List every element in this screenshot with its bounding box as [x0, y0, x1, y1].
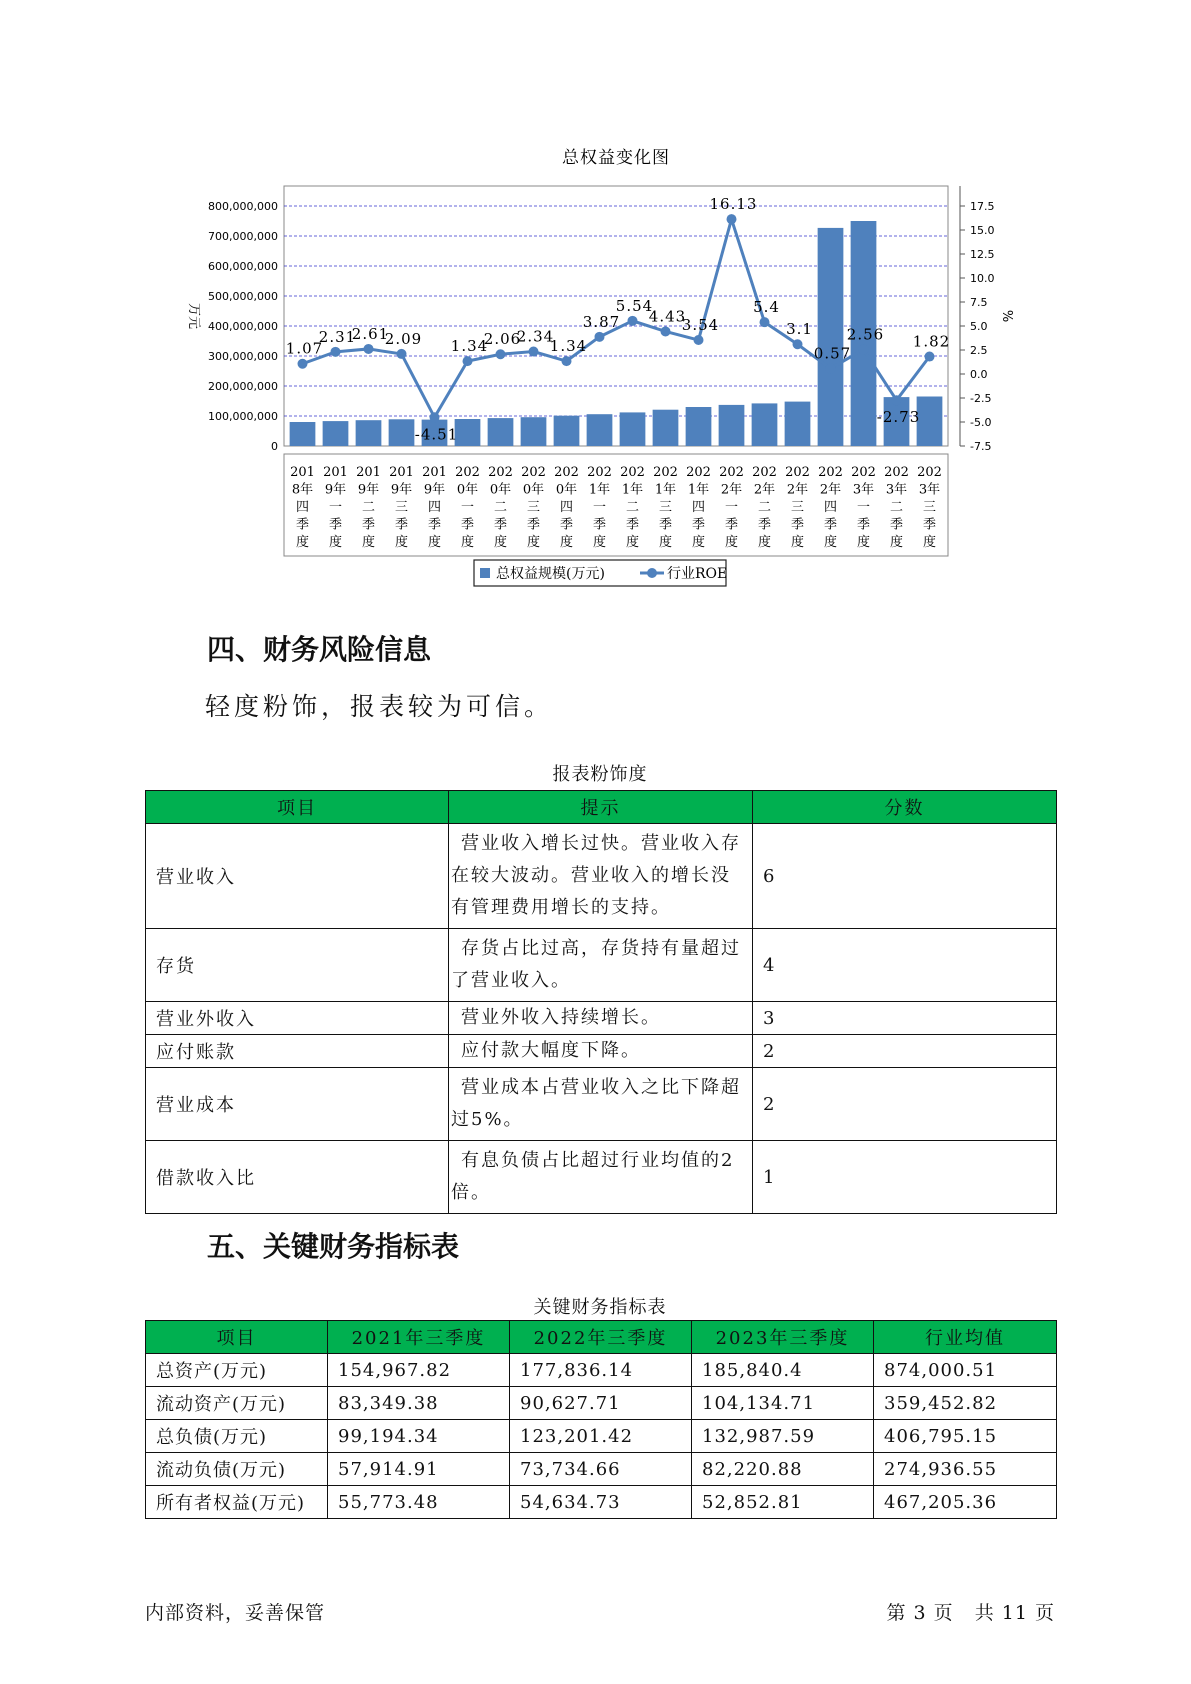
kpi-value: 52,852.81	[692, 1486, 874, 1519]
bar	[290, 422, 316, 446]
left-axis-title: 万元	[186, 302, 201, 330]
legend-line-marker	[647, 568, 657, 578]
roe-point	[661, 326, 671, 336]
roe-data-label: 16.13	[709, 195, 758, 214]
x-tick-label: 三	[658, 500, 673, 515]
x-tick-label: 0年	[489, 482, 512, 498]
risk-item: 营业收入	[146, 824, 449, 929]
x-tick-label: 度	[856, 535, 871, 550]
table-row	[146, 1453, 1057, 1486]
left-tick-label: 100,000,000	[208, 410, 278, 423]
bar	[521, 417, 547, 446]
table-row	[146, 1387, 1057, 1420]
x-tick-label: 8年	[291, 482, 314, 498]
x-tick-label: 1年	[687, 482, 710, 498]
right-tick-label: 15.0	[970, 224, 995, 237]
kpi-value: 82,220.88	[692, 1453, 874, 1486]
table-row	[146, 1420, 1057, 1453]
right-tick-label: 17.5	[970, 200, 995, 213]
roe-point	[562, 356, 572, 366]
x-tick-label: 季	[823, 517, 838, 533]
x-tick-label: 二	[625, 500, 640, 515]
kpi-header-2023q3: 2023年三季度	[692, 1321, 874, 1354]
kpi-value: 467,205.36	[874, 1486, 1057, 1519]
bar	[653, 410, 679, 446]
roe-point	[331, 347, 341, 357]
kpi-value: 123,201.42	[510, 1420, 692, 1453]
x-tick-label: 202	[719, 465, 744, 480]
x-tick-label: 季	[526, 517, 541, 533]
risk-hint: 有息负债占比超过行业均值的2倍。	[449, 1141, 753, 1214]
left-tick-label: 600,000,000	[208, 260, 278, 273]
roe-data-label: 2.09	[384, 329, 423, 348]
table-row	[146, 1354, 1057, 1387]
right-tick-label: 0.0	[970, 368, 988, 381]
x-tick-label: 季	[856, 517, 871, 533]
x-tick-label: 202	[686, 465, 711, 480]
right-tick-label: 2.5	[970, 344, 988, 357]
kpi-item: 流动负债(万元)	[146, 1453, 328, 1486]
x-tick-label: 1年	[654, 482, 677, 498]
x-tick-label: 2年	[819, 482, 842, 498]
kpi-item: 总负债(万元)	[146, 1420, 328, 1453]
kpi-value: 359,452.82	[874, 1387, 1057, 1420]
x-tick-label: 季	[625, 517, 640, 533]
roe-point	[496, 349, 506, 359]
risk-item: 存货	[146, 929, 449, 1002]
left-tick-label: 200,000,000	[208, 380, 278, 393]
kpi-value: 83,349.38	[328, 1387, 510, 1420]
x-tick-label: 季	[328, 517, 343, 533]
x-tick-label: 度	[295, 535, 310, 550]
x-tick-label: 201	[290, 465, 315, 480]
x-tick-label: 季	[922, 517, 937, 533]
x-tick-label: 季	[295, 517, 310, 533]
x-tick-label: 201	[422, 465, 447, 480]
roe-data-label: 5.4	[753, 298, 780, 317]
x-tick-label: 度	[526, 535, 541, 550]
kpi-value: 104,134.71	[692, 1387, 874, 1420]
roe-data-label: 2.34	[516, 327, 555, 346]
x-tick-label: 季	[592, 517, 607, 533]
section4-title: 四、财务风险信息	[207, 633, 432, 666]
bar	[818, 228, 844, 446]
kpi-value: 132,987.59	[692, 1420, 874, 1453]
left-tick-label: 0	[271, 440, 278, 453]
bar	[917, 397, 943, 447]
bar	[785, 402, 811, 446]
kpi-value: 73,734.66	[510, 1453, 692, 1486]
kpi-header-item: 项目	[146, 1321, 328, 1354]
x-tick-label: 季	[427, 517, 442, 533]
x-tick-label: 2年	[753, 482, 776, 498]
table-row	[146, 1068, 1057, 1141]
x-tick-label: 四	[427, 500, 442, 515]
risk-item: 营业成本	[146, 1068, 449, 1141]
kpi-value: 274,936.55	[874, 1453, 1057, 1486]
x-tick-label: 202	[587, 465, 612, 480]
kpi-table-header	[146, 1321, 1057, 1354]
kpi-header-industry-avg: 行业均值	[874, 1321, 1057, 1354]
x-tick-label: 季	[889, 517, 904, 533]
kpi-value: 406,795.15	[874, 1420, 1057, 1453]
x-tick-label: 202	[554, 465, 579, 480]
equity-chart	[0, 0, 1191, 600]
roe-data-label: -2.73	[876, 408, 921, 427]
x-tick-label: 季	[790, 517, 805, 533]
roe-data-label: 1.82	[912, 332, 951, 351]
risk-table	[145, 790, 1057, 1214]
x-tick-label: 一	[328, 500, 343, 515]
x-tick-label: 四	[295, 500, 310, 515]
right-tick-label: 7.5	[970, 296, 988, 309]
x-tick-label: 季	[493, 517, 508, 533]
roe-point	[397, 349, 407, 359]
x-tick-label: 1年	[621, 482, 644, 498]
roe-point	[595, 332, 605, 342]
kpi-value: 177,836.14	[510, 1354, 692, 1387]
kpi-value: 874,000.51	[874, 1354, 1057, 1387]
roe-point	[430, 412, 440, 422]
x-tick-label: 度	[757, 535, 772, 550]
x-tick-label: 9年	[357, 482, 380, 498]
x-tick-label: 度	[361, 535, 376, 550]
roe-point	[826, 364, 836, 374]
right-tick-label: -2.5	[970, 392, 992, 405]
risk-score: 2	[753, 1035, 1057, 1068]
x-tick-label: 9年	[423, 482, 446, 498]
risk-summary: 轻度粉饰，报表较为可信。	[205, 692, 554, 721]
x-tick-label: 202	[488, 465, 513, 480]
roe-data-label: 0.57	[813, 344, 852, 363]
x-tick-label: 一	[856, 500, 871, 515]
bar	[455, 419, 481, 446]
risk-score: 4	[753, 929, 1057, 1002]
risk-hint: 营业成本占营业收入之比下降超过5%。	[449, 1068, 753, 1141]
x-tick-label: 0年	[456, 482, 479, 498]
x-tick-label: 2年	[786, 482, 809, 498]
bar	[356, 420, 382, 446]
x-tick-label: 季	[691, 517, 706, 533]
left-tick-label: 300,000,000	[208, 350, 278, 363]
kpi-value: 57,914.91	[328, 1453, 510, 1486]
x-tick-label: 季	[658, 517, 673, 533]
x-tick-label: 202	[818, 465, 843, 480]
roe-point	[793, 339, 803, 349]
x-tick-label: 四	[823, 500, 838, 515]
legend-line-label: 行业ROE	[667, 566, 728, 582]
table-row	[146, 1141, 1057, 1214]
x-tick-label: 度	[724, 535, 739, 550]
x-tick-label: 202	[785, 465, 810, 480]
roe-point	[628, 316, 638, 326]
roe-data-label: 3.54	[681, 316, 720, 335]
table-row	[146, 1002, 1057, 1035]
kpi-item: 流动资产(万元)	[146, 1387, 328, 1420]
x-tick-label: 9年	[390, 482, 413, 498]
bar	[488, 418, 514, 446]
x-tick-label: 2年	[720, 482, 743, 498]
legend-bar-label: 总权益规模(万元)	[496, 566, 605, 582]
risk-hint: 应付款大幅度下降。	[449, 1035, 753, 1068]
table-row	[146, 1486, 1057, 1519]
kpi-value: 54,634.73	[510, 1486, 692, 1519]
x-tick-label: 度	[625, 535, 640, 550]
risk-table-caption: 报表粉饰度	[552, 764, 648, 785]
roe-point	[694, 335, 704, 345]
kpi-table-caption: 关键财务指标表	[533, 1297, 667, 1318]
x-tick-label: 度	[592, 535, 607, 550]
left-tick-label: 700,000,000	[208, 230, 278, 243]
x-tick-label: 度	[658, 535, 673, 550]
x-tick-label: 3年	[852, 482, 875, 498]
x-tick-label: 度	[889, 535, 904, 550]
risk-header-score: 分数	[753, 791, 1057, 824]
x-tick-label: 二	[889, 500, 904, 515]
x-tick-label: 二	[361, 500, 376, 515]
bar	[752, 403, 778, 446]
x-tick-label: 201	[389, 465, 414, 480]
roe-data-label: -4.51	[414, 425, 459, 444]
x-tick-label: 度	[427, 535, 442, 550]
risk-score: 6	[753, 824, 1057, 929]
kpi-value: 99,194.34	[328, 1420, 510, 1453]
x-tick-label: 三	[526, 500, 541, 515]
table-row	[146, 824, 1057, 929]
roe-data-label: 1.34	[549, 337, 588, 356]
risk-hint: 营业收入增长过快。营业收入存在较大波动。营业收入的增长没有管理费用增长的支持。	[449, 824, 753, 929]
roe-data-label: 3.87	[582, 312, 621, 331]
x-tick-label: 度	[328, 535, 343, 550]
footer-page-number: 第 3 页 共 11 页	[886, 1602, 1055, 1624]
roe-point	[298, 359, 308, 369]
x-tick-label: 季	[460, 517, 475, 533]
legend-bar-swatch	[480, 568, 490, 578]
x-tick-label: 0年	[522, 482, 545, 498]
bar	[719, 405, 745, 446]
x-tick-label: 201	[356, 465, 381, 480]
x-tick-label: 201	[323, 465, 348, 480]
kpi-table	[145, 1320, 1057, 1519]
bar	[620, 412, 646, 446]
x-tick-label: 三	[394, 500, 409, 515]
x-tick-label: 三	[922, 500, 937, 515]
kpi-value: 55,773.48	[328, 1486, 510, 1519]
table-row	[146, 929, 1057, 1002]
x-tick-label: 季	[559, 517, 574, 533]
risk-table-header	[146, 791, 1057, 824]
x-tick-label: 202	[917, 465, 942, 480]
x-tick-label: 季	[361, 517, 376, 533]
x-tick-label: 202	[884, 465, 909, 480]
x-tick-label: 9年	[324, 482, 347, 498]
left-tick-label: 500,000,000	[208, 290, 278, 303]
x-tick-label: 202	[620, 465, 645, 480]
kpi-item: 所有者权益(万元)	[146, 1486, 328, 1519]
bar	[554, 416, 580, 446]
left-tick-label: 800,000,000	[208, 200, 278, 213]
x-tick-label: 四	[691, 500, 706, 515]
roe-data-label: 2.31	[318, 327, 357, 346]
x-tick-label: 3年	[918, 482, 941, 498]
right-tick-label: 10.0	[970, 272, 995, 285]
bar	[323, 421, 349, 446]
bar	[587, 414, 613, 446]
kpi-value: 90,627.71	[510, 1387, 692, 1420]
roe-point	[727, 214, 737, 224]
roe-data-label: 5.54	[615, 296, 654, 315]
x-tick-label: 一	[592, 500, 607, 515]
table-row	[146, 1035, 1057, 1068]
x-tick-label: 季	[724, 517, 739, 533]
roe-data-label: 2.06	[483, 330, 522, 349]
x-tick-label: 3年	[885, 482, 908, 498]
x-tick-label: 二	[757, 500, 772, 515]
x-tick-label: 202	[455, 465, 480, 480]
right-tick-label: -5.0	[970, 416, 992, 429]
roe-data-label: 2.56	[846, 325, 885, 344]
x-tick-label: 度	[790, 535, 805, 550]
x-tick-label: 度	[460, 535, 475, 550]
risk-hint: 营业外收入持续增长。	[449, 1002, 753, 1035]
right-axis-title: %	[999, 309, 1014, 323]
x-tick-label: 1年	[588, 482, 611, 498]
roe-data-label: 1.07	[285, 339, 324, 358]
roe-point	[463, 356, 473, 366]
x-tick-label: 一	[460, 500, 475, 515]
x-tick-label: 度	[559, 535, 574, 550]
kpi-item: 总资产(万元)	[146, 1354, 328, 1387]
x-tick-label: 202	[521, 465, 546, 480]
roe-point	[859, 344, 869, 354]
roe-data-label: 4.43	[648, 307, 687, 326]
roe-point	[925, 352, 935, 362]
x-tick-label: 202	[653, 465, 678, 480]
x-tick-label: 度	[823, 535, 838, 550]
right-tick-label: 5.0	[970, 320, 988, 333]
chart-title: 总权益变化图	[562, 148, 670, 168]
kpi-header-2021q3: 2021年三季度	[328, 1321, 510, 1354]
left-tick-label: 400,000,000	[208, 320, 278, 333]
bar	[389, 419, 415, 446]
right-tick-label: -7.5	[970, 440, 992, 453]
roe-data-label: 1.34	[450, 337, 489, 356]
x-tick-label: 202	[851, 465, 876, 480]
x-axis-box	[284, 454, 948, 556]
roe-point	[364, 344, 374, 354]
risk-score: 3	[753, 1002, 1057, 1035]
x-tick-label: 度	[394, 535, 409, 550]
risk-score: 1	[753, 1141, 1057, 1214]
x-tick-label: 202	[752, 465, 777, 480]
roe-data-label: 2.61	[351, 324, 390, 343]
kpi-header-2022q3: 2022年三季度	[510, 1321, 692, 1354]
risk-item: 营业外收入	[146, 1002, 449, 1035]
risk-header-hint: 提示	[449, 791, 753, 824]
risk-header-item: 项目	[146, 791, 449, 824]
footer-left: 内部资料，妥善保管	[145, 1602, 326, 1624]
x-tick-label: 季	[757, 517, 772, 533]
risk-score: 2	[753, 1068, 1057, 1141]
risk-hint: 存货占比过高，存货持有量超过了营业收入。	[449, 929, 753, 1002]
x-tick-label: 四	[559, 500, 574, 515]
x-tick-label: 季	[394, 517, 409, 533]
kpi-value: 154,967.82	[328, 1354, 510, 1387]
roe-data-label: 3.1	[786, 320, 813, 339]
risk-item: 借款收入比	[146, 1141, 449, 1214]
x-tick-label: 度	[493, 535, 508, 550]
risk-item: 应付账款	[146, 1035, 449, 1068]
x-tick-label: 度	[691, 535, 706, 550]
x-tick-label: 0年	[555, 482, 578, 498]
x-tick-label: 一	[724, 500, 739, 515]
roe-point	[760, 317, 770, 327]
roe-point	[892, 395, 902, 405]
roe-point	[529, 347, 539, 357]
x-tick-label: 二	[493, 500, 508, 515]
x-tick-label: 三	[790, 500, 805, 515]
bar	[686, 407, 712, 446]
x-tick-label: 度	[922, 535, 937, 550]
right-tick-label: 12.5	[970, 248, 995, 261]
kpi-value: 185,840.4	[692, 1354, 874, 1387]
section5-title: 五、关键财务指标表	[207, 1230, 460, 1263]
